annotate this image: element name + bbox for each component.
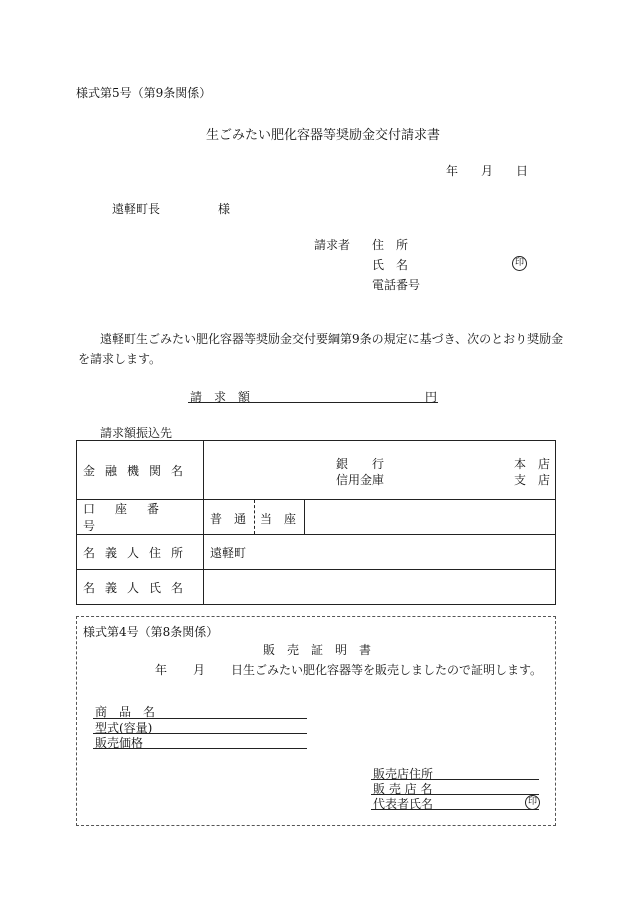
account-number-cell xyxy=(204,500,556,535)
body-text-line2: を請求します。 xyxy=(78,352,162,366)
statement-text: 日生ごみたい肥化容器等を販売しましたので証明します。 xyxy=(231,663,543,677)
addressee: 遠軽町長 xyxy=(112,202,161,216)
requester-address-label: 住 所 xyxy=(372,238,409,252)
transfer-caption: 請求額振込先 xyxy=(100,426,173,440)
certificate-title: 販 売 証 明 書 xyxy=(263,643,372,657)
amount-underline xyxy=(188,402,438,403)
date-day: 日 xyxy=(516,164,529,178)
holder-name-value xyxy=(204,570,556,605)
date-month: 月 xyxy=(481,164,494,178)
bank-label: 銀 行 xyxy=(336,457,385,471)
honorific: 様 xyxy=(218,202,231,216)
amount-unit: 円 xyxy=(425,390,438,404)
product-name-label: 商 品 名 xyxy=(95,705,156,719)
representative-label: 代表者氏名 xyxy=(373,797,434,811)
institution-label: 金融機関名 xyxy=(77,441,204,500)
representative-underline xyxy=(371,809,539,810)
current-label: 当 座 xyxy=(260,512,297,526)
certificate-form-number: 様式第4号（第8条関係） xyxy=(83,625,219,639)
branch-label: 支 店 xyxy=(514,473,551,487)
price-label: 販売価格 xyxy=(95,736,144,750)
transfer-table xyxy=(76,440,556,605)
body-text-line1: 遠軽町生ごみたい肥化容器等奨励金交付要綱第9条の規定に基づき、次のとおり奨励金 xyxy=(100,332,564,346)
amount-label: 請求額 xyxy=(190,390,263,404)
price-underline xyxy=(93,748,307,749)
requester-label: 請求者 xyxy=(314,238,351,252)
shop-name-label: 販 売 店 名 xyxy=(373,782,433,796)
requester-name-label: 氏 名 xyxy=(372,258,409,272)
form-number: 様式第5号（第9条関係） xyxy=(76,86,212,100)
holder-address-label: 名義人住所 xyxy=(77,535,204,570)
holder-address-value: 遠軽町 xyxy=(204,535,556,570)
shop-address-label: 販売店住所 xyxy=(373,767,434,781)
account-number-label: 口座番号 xyxy=(77,500,204,535)
document-title: 生ごみたい肥化容器等奨励金交付請求書 xyxy=(206,128,441,143)
main-branch-label: 本 店 xyxy=(514,457,551,471)
statement-month: 月 xyxy=(193,663,206,677)
institution-cell xyxy=(204,441,556,500)
holder-name-label: 名義人氏名 xyxy=(77,570,204,605)
seal-icon: 印 xyxy=(512,256,527,271)
account-type-divider xyxy=(254,500,255,534)
sales-certificate xyxy=(76,616,556,826)
shinkin-label: 信用金庫 xyxy=(336,473,385,487)
certificate-seal-icon: 印 xyxy=(525,795,540,810)
date-year: 年 xyxy=(446,164,459,178)
account-number-divider xyxy=(304,500,305,534)
requester-phone-label: 電話番号 xyxy=(372,278,421,292)
statement-year: 年 xyxy=(155,663,168,677)
ordinary-label: 普 通 xyxy=(210,512,247,526)
model-label: 型式(容量) xyxy=(95,721,153,735)
